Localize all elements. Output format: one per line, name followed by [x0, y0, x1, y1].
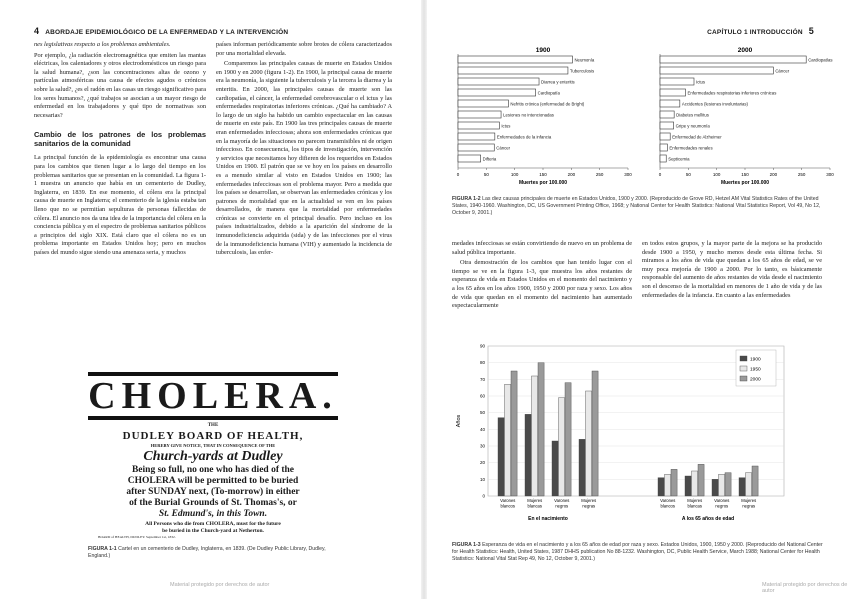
fig2-p2-bar-label: Diabetes mellitus — [676, 112, 709, 118]
fig2-p2-bar — [660, 100, 680, 107]
col1-top-italic: nes legislativas respecto a los problemas ambientales. — [34, 41, 171, 48]
right-col2-paragraph-1: en todos estos grupos, y la mayor parte de la mejora se ha producido desde 1900 a 1950, y mucho menos desde esta última fecha. Si miramos a los años de vida que quedan a los 65 años de edad, se ve muy poca mejoría de 1900 a 2000. Por lo tanto, es básicamente responsable del aumento de años restantes de vida desde el nacimiento son el descenso de la mortalidad en menores de 1 año de vida y de las enfermedades de la infancia. En cuanto a las enfermedades — [642, 240, 822, 299]
figure-1-3-text: Esperanza de vida en el nacimiento y a los 65 años de edad por raza y sexo. Estados Unidos, 1900, 1950 y 2000. (Reproducido del National Center for Health Statistics: Health, United States, 1987 DHHS publication No 88-1232. Washington, DC, Public Health Service, March 1988; National Center for Health Statistics: National Vital Stat Rep 49, No 12, October 9, 2001.) — [452, 542, 823, 562]
fig3-category-label: blancas — [687, 503, 702, 509]
fig3-bar — [685, 476, 691, 496]
fig3-y-tick-label: 30 — [479, 443, 485, 449]
fig3-category-label: blancas — [527, 503, 542, 509]
right-running-head — [707, 26, 814, 36]
fig3-bar — [559, 398, 565, 496]
right-column-2 — [642, 240, 822, 302]
fig2-p2-x-tick-label: 100 — [712, 172, 721, 177]
fig2-p1-x-label: Muertes por 100.000 — [518, 180, 568, 186]
figure-1-2-caption — [452, 196, 824, 217]
fig2-p2-bar — [660, 89, 686, 96]
poster-board: DUDLEY BOARD OF HEALTH, — [122, 430, 304, 442]
fig2-p1-bar — [458, 133, 495, 140]
left-column-2 — [216, 41, 392, 260]
figure-1-1-label: FIGURA 1-1 — [88, 546, 117, 552]
fig3-category-label: Varones — [500, 498, 516, 503]
fig3-category-label: negras — [582, 503, 596, 509]
fig2-p2-x-tick-label: 250 — [797, 172, 806, 177]
fig3-category-label: Mujeres — [527, 498, 543, 503]
poster-notice: HEREBY GIVE NOTICE, THAT IN CONSEQUENCE OF THE — [150, 443, 276, 448]
col1-paragraph-1: Por ejemplo, ¿la radiación electromagnética que emiten las mantas eléctricas, los calentadores y otros electrodomésticos un riesgo para la salud humana?, ¿son las concentraciones altas de ozono y partículas atmosféricas una causa de efectos agudos o crónicos sobre la salud?, ¿es el radón en las casas un riesgo significativo para los seres humanos?, ¿qué trabajos se asocian a un mayor riesgo de enfermedad en los trabajadores y qué tipo de normativas son necesarias? — [34, 51, 206, 119]
fig2-p1-x-tick-label: 250 — [595, 172, 604, 177]
fig3-category-label: negros — [555, 503, 569, 509]
left-footer: Material protegido por derechos de autor — [170, 582, 270, 588]
fig2-p2-bar-label: Gripe y neumonía — [675, 123, 710, 129]
fig3-legend-swatch — [740, 366, 747, 371]
right-running-title: CAPÍTULO 1 INTRODUCCIÓN — [707, 29, 803, 36]
fig3-category-label: Mujeres — [687, 498, 703, 503]
col2-paragraph-1: países informan periódicamente sobre brotes de cólera caracterizados por una mortalidad elevada. — [216, 41, 392, 57]
fig2-p2-bar-label: Enfermedades respiratorias inferiores crónicas — [687, 90, 777, 96]
fig3-bar — [565, 383, 571, 496]
fig3-bar — [739, 478, 745, 496]
fig2-p2-bar — [660, 67, 773, 74]
fig3-y-tick-label: 60 — [479, 393, 485, 399]
fig3-category-label: blancos — [500, 503, 515, 509]
fig2-p2-bar — [660, 78, 694, 85]
fig3-bar — [692, 471, 698, 496]
fig3-category-label: negros — [715, 503, 729, 509]
fig2-p1-x-tick-label: 200 — [567, 172, 576, 177]
fig2-p2-x-tick-label: 300 — [826, 172, 834, 177]
poster-the: THE — [207, 423, 219, 428]
fig2-p1-bar-label: Ictus — [501, 123, 511, 129]
fig2-p2-bar — [660, 111, 674, 118]
fig2-p2-bar-label: Cardiopatías — [808, 57, 833, 63]
fig2-p1-bar-label: Cardiopatía — [537, 90, 560, 96]
col1-paragraph-2: La principal función de la epidemiología es encontrar una causa para los cambios que tienen lugar a lo largo del tiempo en los problemas sanitarios que se presentan en la comunidad. La figura 1-1 muestra un anuncio que había en un cementerio de Dudley, Inglaterra, en 1839. En ese momento, el cólera era la principal causa de muerte en Inglaterra; el cementerio de la iglesia estaba tan lleno que no se permitían sepulturas de personas fallecidas de cólera. El anuncio nos da una idea de la importancia del cólera en la conciencia pública y en el espectro de problemas sanitarios públicos a principios del siglo XIX. Está claro que el cólera no es un problema importante en Estados Unidos hoy; pero en muchos países del mundo sigue siendo una amenaza seria, y muchos — [34, 154, 206, 256]
fig2-p1-bar-label: Diarrea y enteritis — [541, 79, 575, 85]
fig2-p1-title: 1900 — [535, 47, 551, 54]
fig2-p1-bar — [458, 89, 536, 96]
fig2-p1-x-tick-label: 0 — [456, 172, 460, 177]
figure-1-2-label: FIGURA 1-2 — [452, 196, 481, 202]
fig3-bar — [586, 391, 592, 496]
fig2-p1-bar-label: Enfermedades de la infancia — [496, 134, 552, 140]
fig2-p1-bar-label: Lesiones no intencionadas — [503, 112, 554, 118]
fig3-bar — [671, 469, 677, 496]
figure-1-3-chart — [452, 338, 824, 540]
fig3-category-label: Mujeres — [741, 498, 757, 503]
fig3-y-tick-label: 70 — [479, 376, 485, 382]
fig3-category-label: negras — [742, 503, 756, 509]
fig2-p1-bar — [458, 111, 501, 118]
fig2-p2-x-tick-label: 200 — [769, 172, 778, 177]
right-page — [424, 0, 848, 599]
fig3-legend-swatch — [740, 356, 747, 361]
poster-sign-2: September 1st, 1832. — [146, 535, 176, 539]
fig3-category-label: Mujeres — [581, 498, 597, 503]
left-running-head — [34, 26, 288, 36]
fig2-p1-bar — [458, 56, 572, 63]
fig3-y-tick-label: 50 — [479, 410, 485, 416]
fig2-p1-x-tick-label: 50 — [483, 172, 489, 177]
fig2-p2-bar — [660, 155, 666, 162]
fig3-category-label: Varones — [660, 498, 676, 503]
poster-title: CHOLERA. — [88, 372, 338, 420]
poster-line-5: St. Edmund's, in this Town. — [158, 509, 268, 519]
figure-1-1-caption — [88, 546, 348, 560]
fig3-bar — [525, 414, 531, 496]
fig2-p2-bar — [660, 144, 667, 151]
fig3-bar — [725, 473, 731, 496]
fig2-p2-title: 2000 — [737, 47, 753, 54]
fig3-bar — [712, 479, 718, 496]
fig2-p1-bar-label: Difteria — [482, 156, 497, 162]
right-footer: Material protegido por derechos de autor — [762, 582, 848, 594]
fig2-p1-bar-label: Tuberculosis — [569, 68, 595, 74]
fig3-group-label: En el nacimiento — [528, 516, 568, 522]
fig3-y-tick-label: 80 — [479, 360, 485, 366]
fig3-group-label: A los 65 años de edad — [681, 516, 735, 522]
fig2-p1-bar-label: Neumonía — [574, 57, 595, 63]
figure-1-3-label: FIGURA 1-3 — [452, 542, 481, 548]
fig2-p1-bar — [458, 144, 494, 151]
fig3-y-tick-label: 0 — [482, 493, 485, 499]
figure-1-3-caption — [452, 542, 824, 563]
fig3-bar — [752, 466, 758, 496]
fig3-y-tick-label: 40 — [479, 426, 485, 432]
fig2-p2-bar — [660, 133, 670, 140]
fig2-p1-bar — [458, 78, 539, 85]
fig3-bar — [579, 439, 585, 496]
fig3-y-tick-label: 10 — [479, 476, 485, 482]
poster-line-6: All Persons who die from CHOLERA, must for the future — [145, 521, 281, 527]
fig2-p2-bar-label: Enfermedades renales — [669, 145, 713, 151]
fig2-p1-bar — [458, 100, 508, 107]
poster-line-4: of the Burial Grounds of St. Thomas's, or — [129, 498, 297, 508]
poster-line-1: Being so full, no one who has died of the — [131, 465, 295, 475]
fig3-y-tick-label: 90 — [479, 343, 485, 349]
fig2-p1-x-tick-label: 300 — [624, 172, 632, 177]
fig2-p2-bar — [660, 122, 674, 129]
fig3-bar — [532, 376, 538, 496]
fig3-bar — [698, 464, 704, 496]
fig3-bar — [719, 474, 725, 496]
fig2-p2-x-tick-label: 0 — [658, 172, 662, 177]
fig3-category-label: blancos — [660, 503, 675, 509]
fig3-bar — [505, 384, 511, 496]
fig3-legend-label: 1950 — [750, 367, 761, 373]
fig2-p2-bar-label: Enfermedad de Alzheimer — [672, 134, 722, 140]
fig2-p2-x-tick-label: 50 — [685, 172, 691, 177]
right-page-number: 5 — [808, 26, 814, 36]
fig3-y-tick-label: 20 — [479, 460, 485, 466]
fig2-p2-x-label: Muertes por 100.000 — [720, 180, 770, 186]
left-page-number: 4 — [34, 26, 40, 36]
fig3-bar — [665, 474, 671, 496]
fig3-category-label: Varones — [714, 498, 730, 503]
fig2-p2-bar-label: Septicemia — [668, 156, 690, 162]
right-column-1 — [452, 240, 632, 313]
section-heading: Cambio de los patrones de los problemas sanitarios de la comunidad — [34, 130, 206, 149]
fig2-p2-x-tick-label: 150 — [741, 172, 749, 177]
fig3-y-label: Años — [456, 414, 462, 428]
fig2-p1-x-tick-label: 100 — [510, 172, 519, 177]
fig3-legend-swatch — [740, 376, 747, 381]
fig2-p2-bar — [660, 56, 806, 63]
right-col1-paragraph-2: Otra demostración de los cambios que han tenido lugar con el tiempo se ve en la figura 1-3, que muestra los años restantes de esperanza de vida en Estados Unidos en el momento del nacimiento y a los 65 años en los años 1900, 1950 y 2000 por raza y sexo. Los años de vida que quedan en el momento del nacimiento han aumentado espectacularmente — [452, 259, 632, 310]
fig3-category-label: Varones — [554, 498, 570, 503]
fig2-p2-bar-label: Accidentes (lesiones involuntarias) — [681, 101, 749, 107]
poster-line-3: after SUNDAY next, (To-morrow) in either — [126, 487, 300, 497]
fig2-p1-bar — [458, 122, 499, 129]
fig2-p1-bar-label: Nefritis crónica (enfermedad de Bright) — [510, 101, 585, 107]
figure-1-1-text: Cartel en un cementerio de Dudley, Inglaterra, en 1839. (De Dudley Public Library, Dudley, England.) — [88, 546, 326, 559]
fig3-bar — [746, 473, 752, 496]
fig3-bar — [498, 418, 504, 496]
fig3-legend-label: 1900 — [750, 357, 761, 363]
fig2-p2-bar-label: Ictus — [696, 79, 706, 85]
left-column-1 — [34, 41, 206, 259]
cholera-poster — [88, 372, 338, 540]
right-col1-paragraph-1: medades infecciosas se están convirtiendo de nuevo en un problema de salud pública importante. — [452, 240, 632, 256]
fig2-p1-x-tick-label: 150 — [539, 172, 547, 177]
fig3-bar — [511, 371, 517, 496]
fig3-bar — [592, 371, 598, 496]
poster-line-2: CHOLERA will be permitted to be buried — [127, 476, 299, 486]
col2-paragraph-2: Comparemos las principales causas de muerte en Estados Unidos en 1900 y en 2000 (figura 1-2). En 1900, la principal causa de muerte era la neumonía, la siguiente la tuberculosis y la tercera la diarrea y la enteritis. En 2000, las principales causas de muerte son las cardiopatías, el cáncer, la enfermedad cerebrovascular o el ictus y las enfermedades respiratorias inferiores crónicas. ¿Qué ha cambiado? A lo largo de un siglo ha habido un cambio espectacular en las causas de muerte en este país. En 1900 las tres principales causas de muerte eran enfermedades infecciosas; ahora son enfermedades crónicas que en la mayoría de las situaciones no parecen transmisibles ni de origen infeccioso. En consecuencia, los tipos de investigación, intervención y servicios que necesitamos hoy difieren de los requeridos en Estados Unidos en 1900. El patrón que se ve hoy en los países en desarrollo es a menudo similar al visto en Estados Unidos en 1900; las enfermedades infecciosas son el problema mayor. Pero a medida que los países se desarrollan, se observan las enfermedades crónicas y los patrones de mortalidad que en la actualidad se ven en los países desarrollados, de manera que la mortalidad por enfermedades crónicas se convierte en el principal desafío. Pero incluso en los países industrializados, debido a la aparición del síndrome de la inmunodeficiencia adquirida (sida) y de las infecciones por el virus de la inmunodeficiencia humana (VIH) y aumentado la incidencia de tuberculosis, las enfer- — [216, 60, 392, 257]
fig3-legend-label: 2000 — [750, 377, 761, 383]
poster-churchyards: Church-yards at Dudley — [143, 449, 283, 464]
fig3-bar — [552, 441, 558, 496]
poster-signature — [88, 535, 338, 540]
poster-sign-1: BOARD of HEALTH, DUDLEY. — [98, 535, 146, 539]
figure-1-2-text: Las diez causas principales de muerte en Estados Unidos, 1900 y 2000. (Reproducido de Grove RD, Hetzel AM Vital Statistics Rates of the United States, 1940-1960. Washington, DC, US Government Printing Office, 1968; y National Center for Health Statistics: National Vital Statistics Report, Vol 49, No 12, October 9, 2001.) — [452, 196, 821, 216]
fig2-p1-bar — [458, 67, 568, 74]
fig3-bar — [658, 478, 664, 496]
fig2-p2-bar-label: Cáncer — [775, 68, 790, 74]
left-running-title: ABORDAJE EPIDEMIOLÓGICO DE LA ENFERMEDAD Y LA INTERVENCIÓN — [45, 29, 289, 36]
poster-line-7: be buried in the Church-yard at Netherton. — [162, 528, 264, 534]
fig2-p1-bar — [458, 155, 481, 162]
fig3-bar — [538, 363, 544, 496]
fig2-p1-bar-label: Cáncer — [496, 145, 511, 151]
figure-1-2-charts — [444, 44, 834, 196]
